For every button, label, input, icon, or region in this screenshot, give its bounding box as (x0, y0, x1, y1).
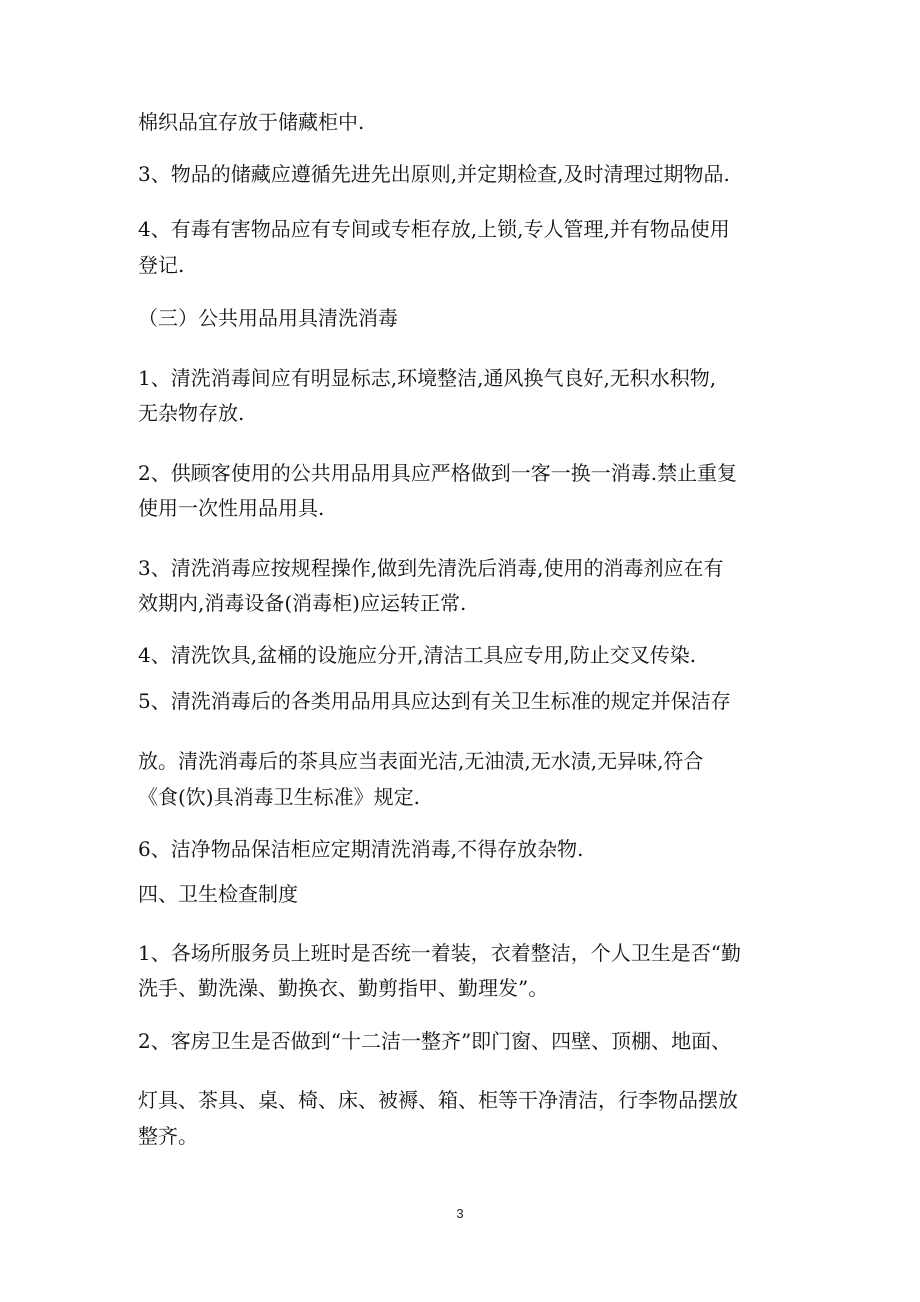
text-line-room-hygiene: 2、客房卫生是否做到“十二洁一整齐”即门窗、四壁、顶棚、地面、 (138, 1029, 732, 1053)
text-line-one-guest-one-change: 2、供顾客使用的公共用品用具应严格做到一客一换一消毒.禁止重复 (138, 461, 738, 485)
section-heading-hygiene-inspection: 四、卫生检查制度 (138, 882, 298, 906)
text-line-one-guest-one-change-continued: 使用一次性用品用具. (138, 496, 325, 520)
text-line-clean-cabinet: 6、洁净物品保洁柜应定期清洗消毒,不得存放杂物. (138, 837, 584, 861)
text-line-tea-set-requirements: 放。清洗消毒后的茶具应当表面光洁,无油渍,无水渍,无异味,符合 (138, 749, 704, 773)
text-line-disinfection-room: 1、清洗消毒间应有明显标志,环境整洁,通风换气良好,无积水积物, (138, 366, 717, 390)
page-number: 3 (456, 1206, 464, 1221)
text-line-cleaning-procedure-continued: 效期内,消毒设备(消毒柜)应运转正常. (138, 591, 467, 615)
text-line-item-4-continued: 登记. (138, 253, 185, 277)
text-line-staff-uniform-continued: 洗手、勤洗澡、勤换衣、勤剪指甲、勤理发”。 (138, 976, 549, 1000)
text-line-room-items: 灯具、茶具、桌、椅、床、被褥、箱、柜等干净清洁，行李物品摆放 (138, 1088, 738, 1112)
text-line-disinfection-room-continued: 无杂物存放. (138, 401, 245, 425)
text-line-continuation-storage-cabinet: 棉织品宜存放于储藏柜中. (138, 110, 365, 134)
section-heading-public-supplies-cleaning: （三）公共用品用具清洗消毒 (138, 306, 398, 330)
text-line-tableware-standard: 《食(饮)具消毒卫生标准》规定. (138, 785, 420, 809)
text-line-staff-uniform: 1、各场所服务员上班时是否统一着装，衣着整洁，个人卫生是否“勤 (138, 941, 741, 965)
text-line-item-4-toxic-items: 4、有毒有害物品应有专间或专柜存放,上锁,专人管理,并有物品使用 (138, 217, 730, 241)
text-line-hygiene-standards: 5、清洗消毒后的各类用品用具应达到有关卫生标准的规定并保洁存 (138, 689, 731, 713)
text-line-room-items-continued: 整齐。 (138, 1124, 198, 1148)
text-line-item-3-fifo: 3、物品的储藏应遵循先进先出原则,并定期检查,及时清理过期物品. (138, 162, 730, 186)
text-line-cleaning-procedure: 3、清洗消毒应按规程操作,做到先清洗后消毒,使用的消毒剂应在有 (138, 556, 724, 580)
text-line-separate-facilities: 4、清洗饮具,盆桶的设施应分开,清洁工具应专用,防止交叉传染. (138, 643, 697, 667)
